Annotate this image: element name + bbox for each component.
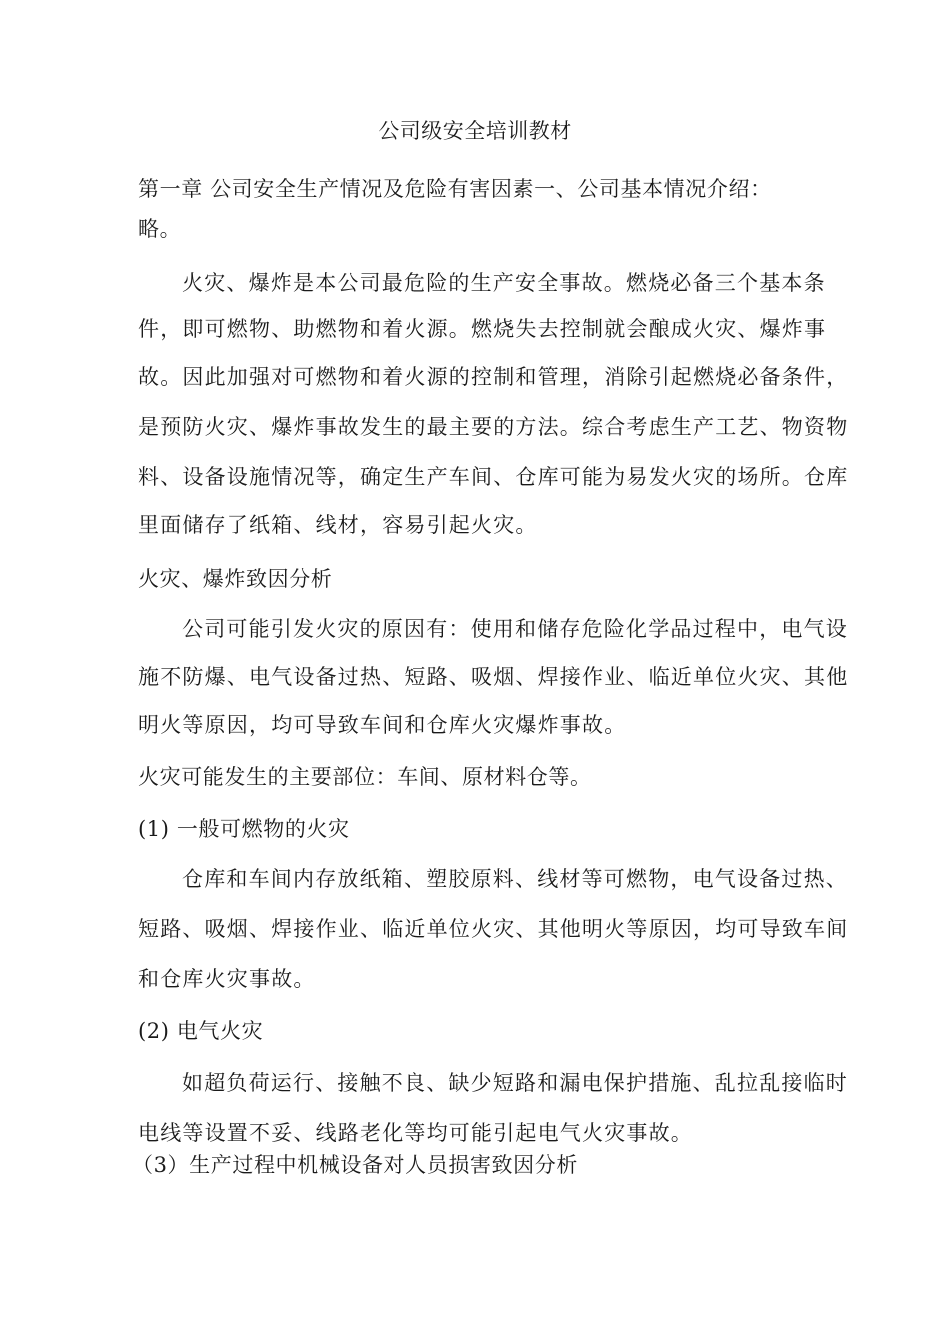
paragraph-line: 明火等原因，均可导致车间和仓库火灾爆炸事故。 bbox=[138, 713, 627, 737]
document-title: 公司级安全培训教材 bbox=[378, 119, 572, 143]
paragraph-line: 料、设备设施情况等，确定生产车间、仓库可能为易发火灾的场所。仓库 bbox=[138, 465, 849, 489]
paragraph-line: 公司可能引发火灾的原因有：使用和储存危险化学品过程中，电气设 bbox=[182, 617, 848, 641]
intro-line: 略。 bbox=[138, 217, 182, 241]
paragraph-line: 仓库和车间内存放纸箱、塑胶原料、线材等可燃物，电气设备过热、 bbox=[182, 867, 848, 891]
paragraph-line: 电线等设置不妥、线路老化等均可能引起电气火灾事故。 bbox=[138, 1121, 693, 1145]
chapter-heading: 第一章 公司安全生产情况及危险有害因素一、公司基本情况介绍： bbox=[138, 177, 772, 201]
paragraph-line: 件，即可燃物、助燃物和着火源。燃烧失去控制就会酿成火灾、爆炸事 bbox=[138, 317, 827, 341]
paragraph-line: 和仓库火灾事故。 bbox=[138, 967, 316, 991]
item-heading: (2) 电气火灾 bbox=[138, 1019, 264, 1043]
section-heading: 火灾、爆炸致因分析 bbox=[138, 567, 333, 591]
paragraph-line: 短路、吸烟、焊接作业、临近单位火灾、其他明火等原因，均可导致车间 bbox=[138, 917, 849, 941]
paragraph-line: 如超负荷运行、接触不良、缺少短路和漏电保护措施、乱拉乱接临时 bbox=[182, 1071, 848, 1095]
paragraph-line: 施不防爆、电气设备过热、短路、吸烟、焊接作业、临近单位火灾、其他 bbox=[138, 665, 849, 689]
paragraph-line: 火灾、爆炸是本公司最危险的生产安全事故。燃烧必备三个基本条 bbox=[182, 271, 826, 295]
item-heading: (1) 一般可燃物的火灾 bbox=[138, 817, 350, 841]
fire-locations-line: 火灾可能发生的主要部位：车间、原材料仓等。 bbox=[138, 765, 592, 789]
paragraph-line: 里面储存了纸箱、线材，容易引起火灾。 bbox=[138, 513, 538, 537]
paragraph-line: 是预防火灾、爆炸事故发生的最主要的方法。综合考虑生产工艺、物资物 bbox=[138, 415, 849, 439]
paragraph-line: 故。因此加强对可燃物和着火源的控制和管理，消除引起燃烧必备条件， bbox=[138, 365, 849, 389]
item-heading: （3）生产过程中机械设备对人员损害致因分析 bbox=[132, 1153, 578, 1177]
